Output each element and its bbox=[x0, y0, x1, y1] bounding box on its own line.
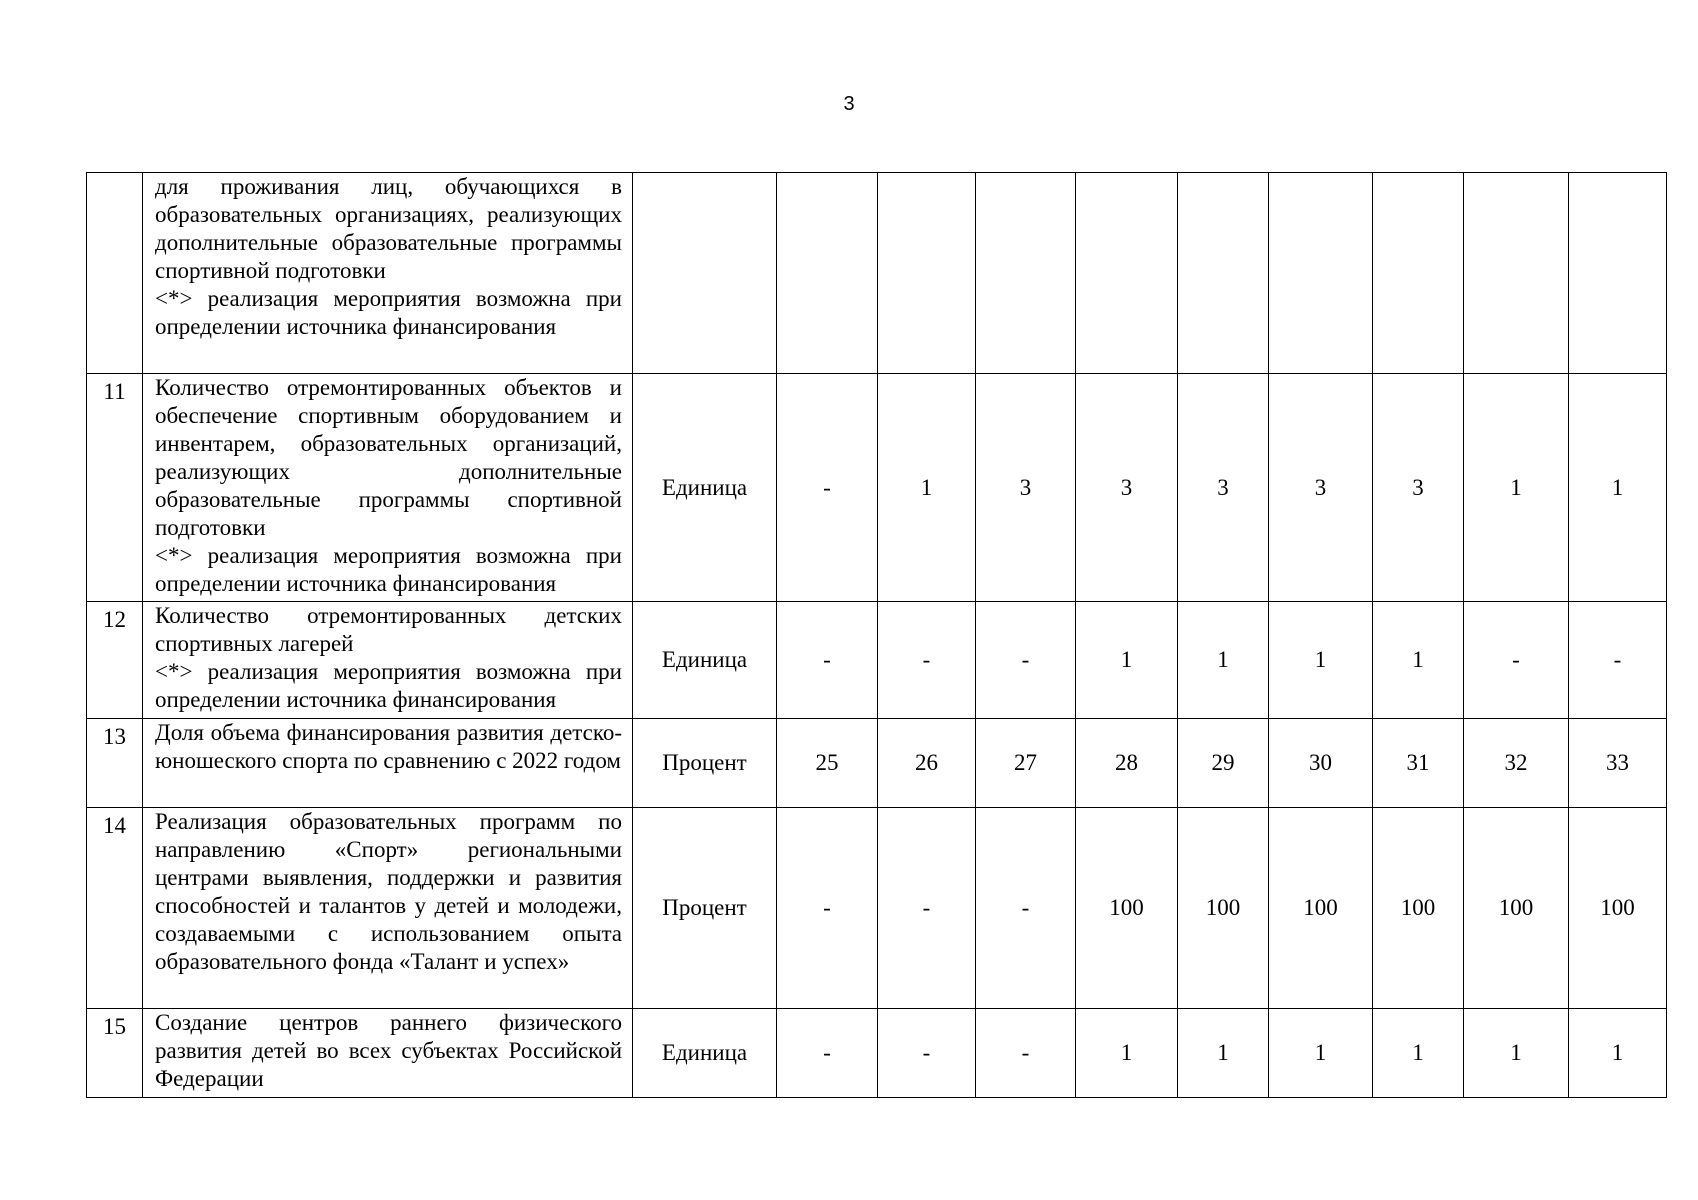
value-cell: 100 bbox=[1464, 808, 1569, 1009]
value-cell: 1 bbox=[1373, 602, 1464, 719]
value-cell: 3 bbox=[1076, 374, 1178, 602]
row-number: 14 bbox=[87, 808, 143, 1009]
indicator-name bbox=[143, 1009, 633, 1098]
row-number: 12 bbox=[87, 602, 143, 719]
value-cell bbox=[1373, 173, 1464, 374]
indicator-name-text: Количество отремонтированных детских спортивных лагерей bbox=[155, 603, 622, 656]
value-cell bbox=[1464, 173, 1569, 374]
value-cell: - bbox=[777, 1009, 878, 1098]
value-cell: 29 bbox=[1178, 719, 1269, 808]
indicator-note: <*> реализация мероприятия возможна при определении источника финансирования bbox=[155, 286, 622, 339]
indicator-name bbox=[143, 602, 633, 719]
value-cell: 100 bbox=[1269, 808, 1373, 1009]
indicator-name-text: Количество отремонтированных объектов и обеспечение спортивным оборудованием и инвентарем, образовательных организаций, реализующих дополнительные образовательные программы спортивной подготовки bbox=[155, 375, 622, 540]
value-cell: - bbox=[777, 808, 878, 1009]
value-cell: 100 bbox=[1076, 808, 1178, 1009]
value-cell: 100 bbox=[1373, 808, 1464, 1009]
value-cell: 1 bbox=[1569, 1009, 1667, 1098]
value-cell: - bbox=[878, 808, 976, 1009]
value-cell: 3 bbox=[1373, 374, 1464, 602]
table-row bbox=[87, 602, 1667, 719]
value-cell: 1 bbox=[1373, 1009, 1464, 1098]
unit-cell: Процент bbox=[633, 719, 777, 808]
value-cell: 1 bbox=[1569, 374, 1667, 602]
indicator-note: <*> реализация мероприятия возможна при определении источника финансирования bbox=[155, 543, 622, 596]
value-cell: 25 bbox=[777, 719, 878, 808]
table-row bbox=[87, 719, 1667, 808]
value-cell: - bbox=[976, 808, 1076, 1009]
indicator-note: <*> реализация мероприятия возможна при определении источника финансирования bbox=[155, 659, 622, 712]
value-cell bbox=[1076, 173, 1178, 374]
value-cell: 1 bbox=[1076, 1009, 1178, 1098]
value-cell: 26 bbox=[878, 719, 976, 808]
value-cell bbox=[1269, 173, 1373, 374]
indicator-name bbox=[143, 374, 633, 602]
value-cell bbox=[777, 173, 878, 374]
unit-cell: Единица bbox=[633, 374, 777, 602]
table-row bbox=[87, 374, 1667, 602]
value-cell: - bbox=[777, 602, 878, 719]
indicator-name bbox=[143, 173, 633, 374]
value-cell: 1 bbox=[1076, 602, 1178, 719]
value-cell: 1 bbox=[1178, 1009, 1269, 1098]
indicators-table bbox=[86, 172, 1667, 1098]
value-cell: - bbox=[878, 1009, 976, 1098]
value-cell: 1 bbox=[1464, 374, 1569, 602]
value-cell bbox=[1178, 173, 1269, 374]
value-cell: 32 bbox=[1464, 719, 1569, 808]
value-cell: 3 bbox=[1269, 374, 1373, 602]
indicator-name-text: Создание центров раннего физического развития детей во всех субъектах Российской Федерации bbox=[155, 1010, 622, 1091]
value-cell: - bbox=[976, 602, 1076, 719]
value-cell: 1 bbox=[1269, 1009, 1373, 1098]
value-cell: 33 bbox=[1569, 719, 1667, 808]
indicator-name bbox=[143, 808, 633, 1009]
unit-cell: Единица bbox=[633, 602, 777, 719]
unit-cell bbox=[633, 173, 777, 374]
value-cell: 1 bbox=[878, 374, 976, 602]
row-number bbox=[87, 173, 143, 374]
value-cell: - bbox=[1569, 602, 1667, 719]
value-cell bbox=[976, 173, 1076, 374]
value-cell bbox=[878, 173, 976, 374]
value-cell: 28 bbox=[1076, 719, 1178, 808]
value-cell: 100 bbox=[1178, 808, 1269, 1009]
row-number: 11 bbox=[87, 374, 143, 602]
unit-cell: Единица bbox=[633, 1009, 777, 1098]
value-cell: 1 bbox=[1464, 1009, 1569, 1098]
value-cell: - bbox=[1464, 602, 1569, 719]
table-row bbox=[87, 1009, 1667, 1098]
indicator-name-text: Доля объема финансирования развития детско-юношеского спорта по сравнению с 2022 годом bbox=[155, 720, 622, 773]
indicator-name-text: для проживания лиц, обучающихся в образовательных организациях, реализующих дополнительные образовательные программы спортивной подготовки bbox=[155, 174, 622, 283]
table-row bbox=[87, 808, 1667, 1009]
value-cell: 27 bbox=[976, 719, 1076, 808]
value-cell: - bbox=[777, 374, 878, 602]
page-number: 3 bbox=[843, 93, 855, 115]
indicator-name-text: Реализация образовательных программ по направлению «Спорт» региональными центрами выявления, поддержки и развития способностей и талантов у детей и молодежи, создаваемыми с использованием опыта образовательного фонда «Талант и успех» bbox=[155, 809, 622, 974]
unit-cell: Процент bbox=[633, 808, 777, 1009]
value-cell: 100 bbox=[1569, 808, 1667, 1009]
row-number: 15 bbox=[87, 1009, 143, 1098]
value-cell: - bbox=[878, 602, 976, 719]
value-cell: 1 bbox=[1178, 602, 1269, 719]
value-cell: - bbox=[976, 1009, 1076, 1098]
table-row bbox=[87, 173, 1667, 374]
value-cell: 1 bbox=[1269, 602, 1373, 719]
value-cell bbox=[1569, 173, 1667, 374]
indicator-name bbox=[143, 719, 633, 808]
value-cell: 30 bbox=[1269, 719, 1373, 808]
value-cell: 3 bbox=[1178, 374, 1269, 602]
value-cell: 31 bbox=[1373, 719, 1464, 808]
value-cell: 3 bbox=[976, 374, 1076, 602]
row-number: 13 bbox=[87, 719, 143, 808]
